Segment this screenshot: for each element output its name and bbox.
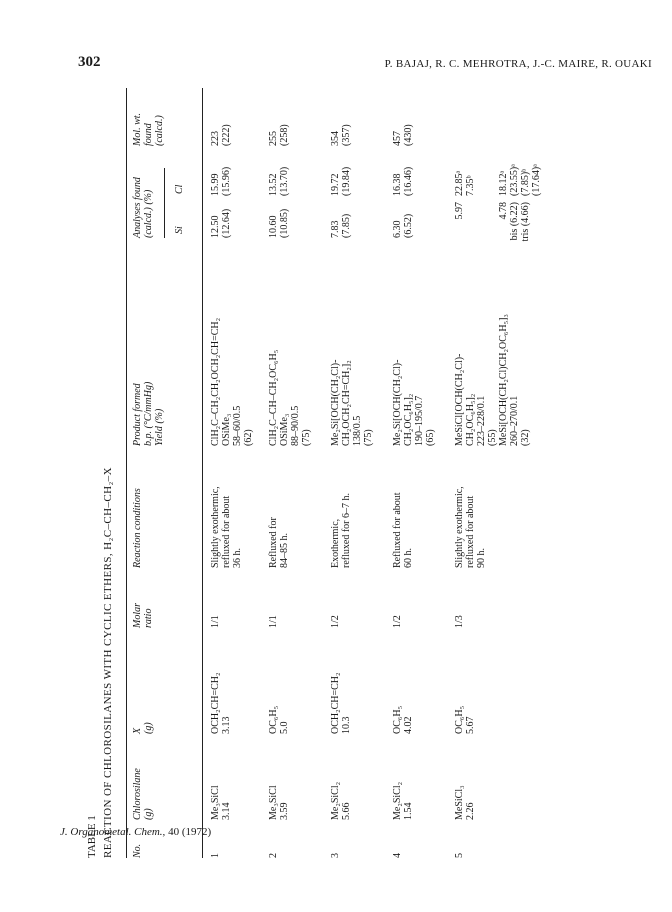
cell-chlorosilane: Me₃SiCl 3.59 <box>268 785 290 820</box>
cell-cl: 19.72 (19.84) <box>330 166 352 196</box>
table-caption: TABLE 1 <box>86 815 98 858</box>
cell-no: 2 <box>268 853 279 858</box>
journal-citation <box>60 826 211 838</box>
cell-ratio: 1/1 <box>210 615 221 628</box>
cell-ratio: 1/1 <box>268 615 279 628</box>
cell-chlorosilane: Me₃SiCl 3.14 <box>210 785 232 820</box>
cell-conditions: Slightly exothermic, refluxed for about 36 h. <box>210 486 243 568</box>
cell-product: ClH₂C–CH₂CH₂OCH₂CH=CH₂ OSiMe₃ 58–60/0.5 (62) <box>210 317 254 446</box>
cell-x: OC₆H₅ 5.0 <box>268 705 290 734</box>
cell-cl: 22.85ᵃ 7.35ᵇ 18.12ᵃ (23.55)ᵃ (7.85)ᵇ (17.64)ᵃ <box>454 164 542 196</box>
header-product: Product formed b.p. (°C/mmHg) Yield (%) <box>132 381 165 446</box>
header-reaction-conditions: Reaction conditions <box>132 488 143 568</box>
cell-no: 4 <box>392 853 403 858</box>
cell-x: OC₆H₅ 4.02 <box>392 705 414 734</box>
running-head: P. BAJAJ, R. C. MEHROTRA, J.-C. MAIRE, R. OUAKI <box>384 58 652 70</box>
table-top-rule <box>126 88 127 858</box>
cell-x: OCH₂CH=CH₂ 3.13 <box>210 672 232 734</box>
cell-x: OCH₂CH=CH₂ 10.3 <box>330 672 352 734</box>
cell-product: MeSiCl[OCH(CH₂Cl)- CH₂OC₆H₅]₂ 223–228/0.1 (55) MeSi[OCH(CH₂Cl)CH₂OC₆H₅]₃ 260–270/0.1 (32) <box>454 314 531 446</box>
cell-ratio: 1/2 <box>330 615 341 628</box>
cell-chlorosilane: MeSiCl₃ 2.26 <box>454 785 476 820</box>
header-si: Si <box>174 226 185 234</box>
cell-cl: 15.99 (15.96) <box>210 166 232 196</box>
cell-no: 1 <box>210 853 221 858</box>
cell-conditions: Slightly exothermic, refluxed for about 90 h. <box>454 486 487 568</box>
analyses-sub-rule <box>164 168 165 238</box>
header-x: X (g) <box>132 722 154 734</box>
cell-chlorosilane: Me₂SiCl₂ 1.54 <box>392 781 414 820</box>
header-chlorosilane: Chlorosilane (g) <box>132 768 154 820</box>
table-header-rule <box>202 88 203 858</box>
cell-product: ClH₂C–CH–CH₂OC₆H₅ OSiMe₃ 88–90/0.5 (75) <box>268 349 312 446</box>
cell-conditions: Refluxed for about 60 h. <box>392 492 414 568</box>
cell-cl: 13.52 (13.70) <box>268 166 290 196</box>
cell-molwt: 255 (258) <box>268 124 290 146</box>
cell-ratio: 1/2 <box>392 615 403 628</box>
cell-no: 5 <box>454 853 465 858</box>
cell-conditions: Exothermic, refluxed for 6–7 h. <box>330 493 352 568</box>
cell-molwt: 223 (222) <box>210 124 232 146</box>
cell-no: 3 <box>330 853 341 858</box>
page-number: 302 <box>78 54 101 70</box>
journal-volume: 40 (1972) <box>168 826 212 838</box>
cell-molwt: 354 (357) <box>330 124 352 146</box>
cell-product: Me₂Si[OCH(CH₂Cl)- CH₂OC₆H₅]₂ 190–195/0.7 (65) <box>392 359 436 446</box>
cell-ratio: 1/3 <box>454 615 465 628</box>
header-analyses: Analyses found (calcd.) (%) <box>132 177 154 238</box>
cell-si: 6.30 (6.52) <box>392 213 414 238</box>
header-mol-wt: Mol. wt. found (calcd.) <box>132 112 165 146</box>
header-molar-ratio: Molar ratio <box>132 603 154 628</box>
cell-chlorosilane: Me₂SiCl₂ 5.66 <box>330 781 352 820</box>
cell-conditions: Refluxed for 84–85 h. <box>268 517 290 568</box>
table-title: REACTION OF CHLOROSILANES WITH CYCLIC ETHERS, H₂C–CH–CH₂–X <box>102 467 114 858</box>
cell-x: OC₆H₅ 5.67 <box>454 705 476 734</box>
cell-cl: 16.38 (16.46) <box>392 166 414 196</box>
header-no: No. <box>132 843 143 858</box>
header-cl: Cl <box>174 184 185 194</box>
rotated-table <box>86 88 646 858</box>
cell-si: 5.97 4.78 bis (6.22) tris (4.66) <box>454 202 531 242</box>
cell-molwt: 457 (430) <box>392 124 414 146</box>
cell-si: 12.50 (12.64) <box>210 208 232 238</box>
journal-name: J. Organometal. Chem., <box>60 826 166 838</box>
cell-si: 7.83 (7.85) <box>330 213 352 238</box>
cell-product: Me₂Si[OCH(CH₂Cl)- CH₂OCH₂CH=CH₂]₂ 138/0.5 (75) <box>330 359 374 446</box>
cell-si: 10.60 (10.85) <box>268 208 290 238</box>
